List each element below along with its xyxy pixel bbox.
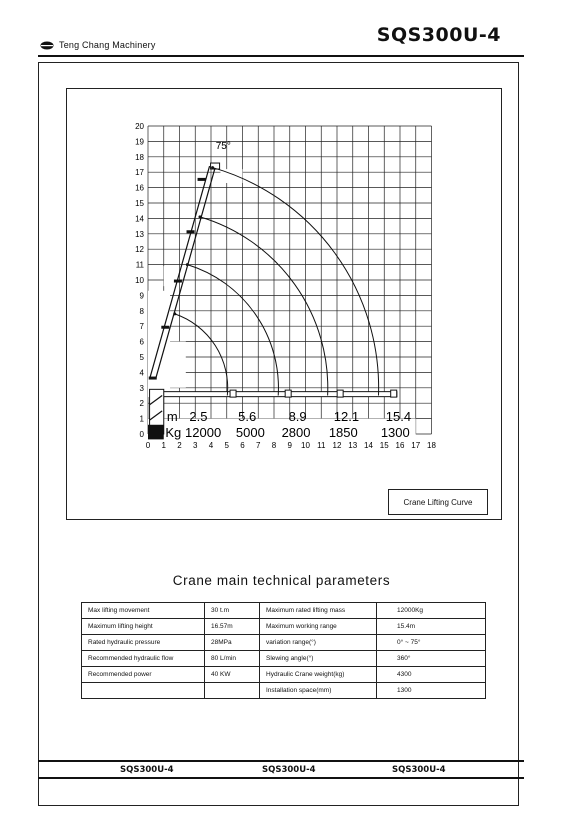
params-cell: Maximum rated lifting mass	[260, 603, 377, 619]
footer-divider	[38, 777, 524, 779]
params-title: Crane main technical parameters	[172, 573, 391, 588]
x-tick-label: 10	[301, 441, 310, 450]
boom-angle-label: 75°	[215, 141, 231, 153]
params-cell: Maximum lifting height	[82, 619, 205, 635]
boom-section-joint	[337, 390, 343, 397]
x-tick-label: 14	[364, 441, 373, 450]
y-tick-label: 8	[139, 306, 144, 316]
lifting-curve	[187, 265, 278, 396]
boom-joint	[174, 280, 182, 283]
params-row	[82, 619, 486, 635]
params-cell: 15.4m	[377, 619, 486, 635]
footer-model: SQS300U-4	[262, 765, 316, 775]
radius-row-label: m	[166, 408, 178, 424]
params-cell	[82, 683, 205, 699]
y-tick-label: 9	[139, 291, 144, 301]
params-row	[82, 635, 486, 651]
header-divider	[38, 55, 524, 57]
load-value: 2800	[281, 425, 311, 441]
params-cell: Slewing angle(°)	[260, 651, 377, 667]
params-cell: 0° ~ 75°	[377, 635, 486, 651]
x-tick-label: 7	[256, 441, 261, 450]
y-tick-label: 4	[139, 368, 144, 378]
params-cell: Max lifting movement	[82, 603, 205, 619]
crane-base	[148, 425, 164, 440]
x-tick-label: 16	[395, 441, 405, 450]
y-tick-label: 19	[135, 137, 144, 147]
params-cell: Recommended hydraulic flow	[82, 651, 205, 667]
load-value: 1300	[380, 425, 410, 441]
load-row-label: Kg	[165, 425, 182, 441]
x-tick-label: 11	[317, 441, 326, 450]
params-cell: 28MPa	[205, 635, 260, 651]
chart-title: Crane Lifting Curve	[403, 497, 473, 507]
brand-name: Teng Chang Machinery	[59, 40, 156, 50]
y-tick-label: 16	[135, 183, 144, 193]
radius-value: 5.6	[238, 408, 257, 424]
load-value: 12000	[185, 425, 222, 441]
x-tick-label: 18	[427, 441, 436, 450]
boom-joint	[149, 377, 157, 380]
y-tick-label: 0	[139, 430, 144, 439]
lifting-curve-chart	[66, 88, 502, 520]
y-tick-label: 11	[135, 260, 144, 270]
load-value: 5000	[235, 425, 265, 441]
params-cell	[205, 683, 260, 699]
y-tick-label: 18	[135, 152, 144, 162]
y-tick-label: 2	[139, 399, 144, 409]
boom-section-joint	[285, 390, 291, 397]
x-tick-label: 13	[348, 441, 358, 450]
y-tick-label: 5	[139, 353, 144, 362]
lifting-curve	[213, 168, 379, 396]
x-tick-label: 2	[177, 441, 182, 450]
brand-logo-icon	[40, 41, 54, 50]
radius-value: 12.1	[333, 408, 360, 424]
params-cell: 16.57m	[205, 619, 260, 635]
footer-model: SQS300U-4	[392, 765, 446, 775]
load-value: 1850	[328, 425, 358, 441]
y-tick-label: 20	[135, 122, 144, 131]
boom-section-joint	[391, 390, 397, 397]
x-tick-label: 4	[208, 441, 214, 450]
curve-start-point	[173, 312, 176, 315]
y-tick-label: 10	[135, 276, 144, 285]
x-tick-label: 6	[240, 441, 245, 450]
y-tick-label: 7	[139, 322, 144, 332]
params-cell: Installation space(mm)	[260, 683, 377, 699]
x-tick-label: 12	[332, 441, 342, 450]
params-cell: 30 t.m	[205, 603, 260, 619]
params-cell: variation range(°)	[260, 635, 377, 651]
params-cell: 4300	[377, 667, 486, 683]
params-cell: Recommended power	[82, 667, 205, 683]
y-tick-label: 13	[135, 229, 144, 239]
chart-blank-zone	[164, 342, 186, 388]
params-cell: 80 L/min	[205, 651, 260, 667]
x-tick-label: 1	[161, 441, 166, 450]
lifting-curve	[200, 217, 328, 396]
curve-start-point	[211, 166, 214, 169]
y-tick-label: 15	[135, 199, 144, 208]
params-cell: 40 KW	[205, 667, 260, 683]
params-cell: 360°	[377, 651, 486, 667]
radius-value: 8.9	[288, 408, 307, 424]
params-cell: Maximum working range	[260, 619, 377, 635]
horizontal-boom	[162, 392, 397, 397]
curve-start-point	[186, 263, 189, 266]
boom-joint	[187, 230, 195, 233]
y-tick-label: 1	[139, 414, 144, 424]
radius-value: 2.5	[189, 408, 208, 424]
x-tick-label: 8	[271, 441, 277, 450]
params-cell: Rated hydraulic pressure	[82, 635, 205, 651]
curve-start-point	[198, 215, 201, 218]
y-tick-label: 6	[139, 337, 144, 347]
x-tick-label: 15	[379, 441, 389, 450]
y-tick-label: 14	[135, 214, 144, 224]
x-tick-label: 9	[287, 441, 292, 450]
y-tick-label: 17	[135, 168, 144, 178]
radius-value: 15.4	[385, 408, 412, 424]
x-tick-label: 5	[224, 441, 229, 450]
x-tick-label: 17	[411, 441, 421, 450]
params-row	[82, 603, 486, 619]
params-row	[82, 651, 486, 667]
boom-joint	[161, 326, 169, 329]
x-tick-label: 3	[193, 441, 198, 450]
boom-joint	[198, 178, 206, 181]
y-tick-label: 12	[135, 245, 144, 255]
params-cell: 1300	[377, 683, 486, 699]
params-row	[82, 667, 486, 683]
params-row	[82, 683, 486, 699]
chart-blank-zone	[164, 266, 178, 286]
boom-section-joint	[230, 390, 236, 397]
brand	[40, 40, 156, 50]
params-cell: Hydraulic Crane weight(kg)	[260, 667, 377, 683]
model-title: SQS300U-4	[376, 24, 501, 46]
footer-model: SQS300U-4	[120, 765, 174, 775]
params-table	[81, 602, 486, 699]
y-tick-label: 3	[139, 383, 144, 393]
chart-legend-box	[388, 489, 488, 515]
params-cell: 12000Kg	[377, 603, 486, 619]
bottom-divider	[38, 760, 524, 762]
x-tick-label: 0	[145, 441, 151, 450]
